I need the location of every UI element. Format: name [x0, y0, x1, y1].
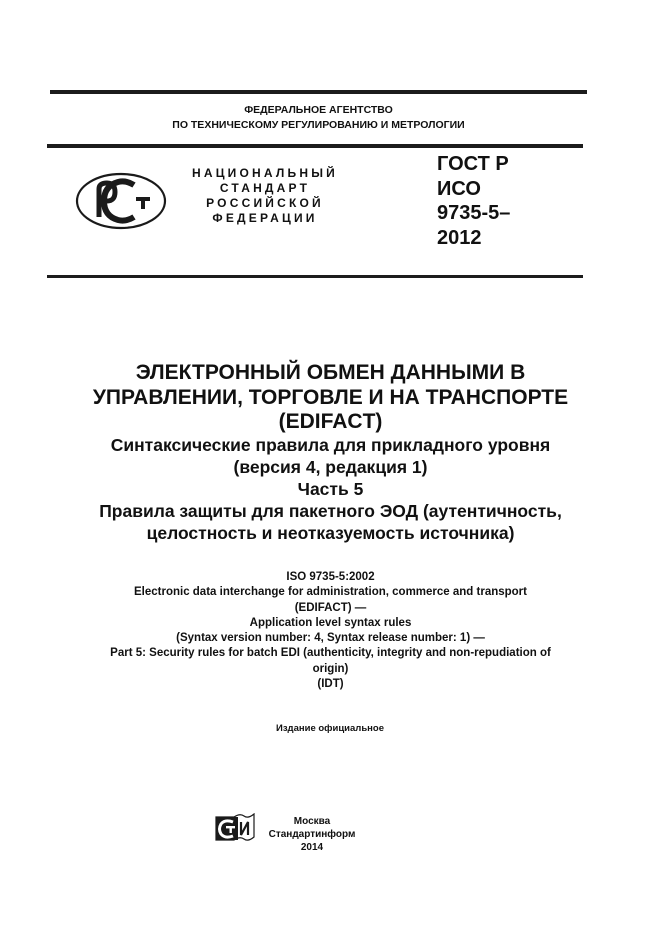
iso-line: (Syntax version number: 4, Syntax release number: 1) —	[176, 632, 485, 645]
agency-line: ПО ТЕХНИЧЕСКОМУ РЕГУЛИРОВАНИЮ И МЕТРОЛОГИИ	[172, 119, 465, 131]
document-title	[20, 361, 641, 435]
rst-logo-icon	[74, 171, 168, 231]
middle-rule	[47, 144, 583, 148]
iso-line: (IDT)	[317, 678, 344, 691]
standard-designation	[437, 152, 510, 250]
title-line: ЭЛЕКТРОННЫЙ ОБМЕН ДАННЫМИ В	[135, 361, 526, 384]
subtitle-line: (версия 4, редакция 1)	[233, 457, 428, 477]
edition-label: Издание официальное	[276, 723, 384, 734]
standartinform-logo-icon	[214, 813, 256, 843]
iso-line: ISO 9735-5:2002	[286, 571, 375, 583]
agency-name	[50, 103, 587, 133]
publisher-city: Москва	[293, 816, 331, 827]
publisher-year: 2014	[300, 842, 324, 853]
bottom-rule	[47, 275, 583, 278]
title-line: (EDIFACT)	[278, 410, 383, 433]
national-standard-line: ФЕДЕРАЦИИ	[212, 211, 318, 225]
designation-line: ГОСТ Р	[437, 153, 509, 175]
publisher-name: Стандартинформ	[268, 829, 356, 840]
subtitle-line: целостность и неотказуемость источника)	[146, 523, 515, 543]
subtitle-line: Правила защиты для пакетного ЭОД (аутентичность,	[99, 501, 562, 521]
designation-line: 2012	[437, 226, 482, 249]
document-subtitle	[20, 434, 641, 544]
iso-reference	[20, 570, 641, 692]
designation-line: 9735-5–	[437, 202, 511, 224]
title-line: УПРАВЛЕНИИ, ТОРГОВЛЕ И НА ТРАНСПОРТЕ	[92, 385, 569, 409]
national-standard-line: РОССИЙСКОЙ	[206, 196, 324, 210]
iso-line: Part 5: Security rules for batch EDI (authenticity, integrity and non-repudiation of	[110, 647, 551, 660]
iso-line: (EDIFACT) —	[294, 601, 367, 614]
subtitle-line: Синтаксические правила для прикладного уровня	[110, 435, 551, 455]
designation-line: ИСО	[437, 177, 481, 200]
iso-line: Application level syntax rules	[249, 616, 412, 629]
top-rule	[50, 90, 587, 94]
national-standard-line: СТАНДАРТ	[219, 181, 311, 195]
national-standard-line: НАЦИОНАЛЬНЫЙ	[191, 166, 339, 180]
publisher-info	[262, 815, 362, 854]
national-standard-label	[180, 166, 350, 226]
iso-line: Electronic data interchange for administration, commerce and transport	[133, 586, 527, 599]
agency-line: ФЕДЕРАЛЬНОЕ АГЕНТСТВО	[244, 104, 393, 116]
iso-line: origin)	[312, 662, 349, 675]
subtitle-line: Часть 5	[297, 479, 364, 499]
